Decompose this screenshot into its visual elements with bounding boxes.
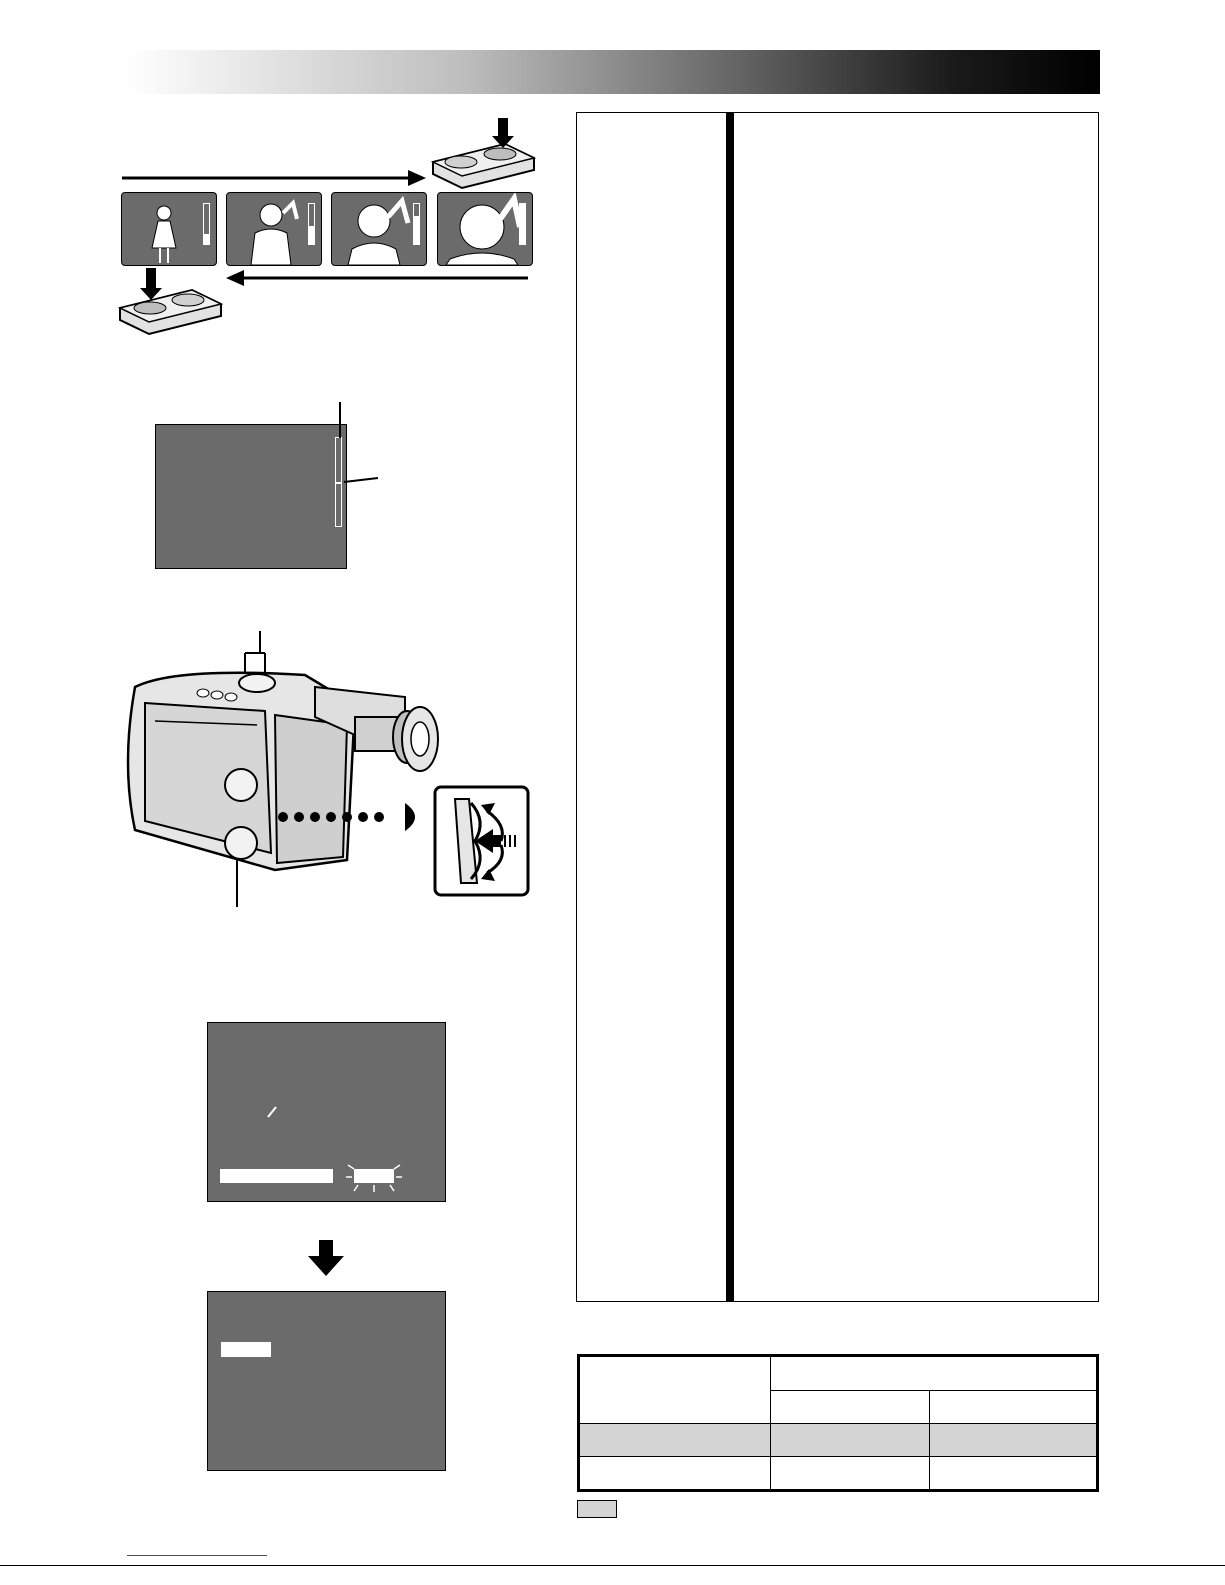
screen-highlight-bar — [221, 1342, 271, 1357]
page-bottom-rule — [0, 1565, 1225, 1566]
panel-step-column — [577, 113, 726, 1301]
zoom-thumbnail-2 — [226, 192, 322, 266]
camcorder-icon — [128, 631, 438, 907]
table-subheader-cell — [771, 1390, 930, 1424]
table-header-cell — [579, 1356, 771, 1424]
playback-screen-2 — [207, 1291, 446, 1471]
zoom-tele-button-icon — [433, 118, 534, 188]
zoom-level-bar — [203, 203, 210, 245]
panel-divider — [726, 113, 734, 1301]
table-cell — [579, 1457, 771, 1491]
table-cell — [579, 1424, 771, 1457]
table-row — [579, 1424, 1098, 1457]
table-subheader-cell — [930, 1390, 1098, 1424]
zoom-thumbnail-3 — [331, 192, 427, 266]
spec-table — [577, 1354, 1099, 1492]
table-header-cell — [771, 1356, 1098, 1391]
down-arrow-icon — [308, 1238, 344, 1278]
figure-large-icon — [332, 193, 426, 265]
zoom-level-bar — [519, 203, 526, 245]
viewfinder-screen — [155, 424, 347, 569]
table-row — [579, 1457, 1098, 1491]
zoom-level-bar — [413, 203, 420, 245]
legend-swatch — [577, 1500, 617, 1518]
page-header-bar — [125, 50, 1100, 94]
table-cell — [930, 1457, 1098, 1491]
playback-screen-1 — [207, 1022, 446, 1202]
figure-closeup-icon — [438, 193, 532, 265]
footer-link-underline[interactable] — [127, 1555, 267, 1556]
viewfinder-callout-lines — [330, 398, 382, 494]
screen-overlay-graphics — [208, 1023, 445, 1201]
panel-text-column — [734, 113, 1096, 1301]
zoom-wide-button-icon — [120, 268, 221, 334]
table-cell — [930, 1424, 1098, 1457]
dial-control-icon — [435, 787, 528, 895]
figure-small-icon — [122, 193, 216, 265]
table-cell — [771, 1457, 930, 1491]
zoom-thumbnail-1 — [121, 192, 217, 266]
zoom-level-bar — [308, 203, 315, 245]
instruction-panel — [576, 112, 1099, 1302]
camcorder-illustration — [115, 625, 540, 910]
table-cell — [771, 1424, 930, 1457]
figure-medium-icon — [227, 193, 321, 265]
zoom-thumbnail-4 — [437, 192, 533, 266]
